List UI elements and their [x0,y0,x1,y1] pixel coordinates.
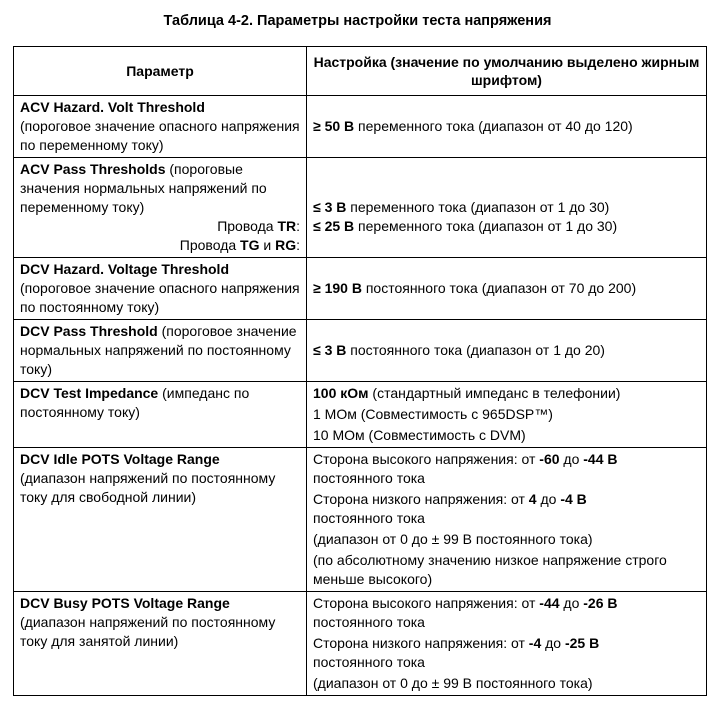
tr-label: TR [277,218,297,234]
rg-label: RG [275,237,297,253]
tgrg-value [313,217,700,236]
value-text: постоянного тока [313,510,425,526]
setting-cell [307,96,707,158]
low-side-range [313,634,700,672]
default-value: -44 [539,595,560,611]
param-cell [14,258,307,320]
setting-cell [307,382,707,448]
table-row [14,158,707,258]
impedance-option-default [313,384,700,403]
param-cell [14,320,307,382]
impedance-option: 10 МОм (Совместимость с DVM) [313,427,526,443]
table-row [14,448,707,592]
param-name: DCV Idle POTS Voltage Range [20,451,220,467]
value-text: до [559,451,584,467]
value-text: переменного тока (диапазон от 1 до 30) [346,199,610,215]
param-cell [14,382,307,448]
setting-cell [307,258,707,320]
param-name: DCV Busy POTS Voltage Range [20,595,230,611]
param-desc: (импеданс по постоянному току) [20,385,250,420]
param-cell [14,448,307,592]
table-row [14,258,707,320]
low-side-range [313,490,700,528]
param-name: ACV Hazard. Volt Threshold [20,99,205,115]
value-text: Сторона высокого напряжения: от [313,451,540,467]
colon: : [296,218,300,234]
tr-wires-label [20,217,300,236]
tg-label: TG [240,237,260,253]
value-text: Сторона низкого напряжения: от [313,635,529,651]
default-value: ≤ 3 В [313,199,347,215]
param-cell [14,96,307,158]
wires-prefix: Провода [217,218,278,234]
default-value: ≥ 190 В [313,280,362,296]
tr-value [313,198,700,217]
default-value: -60 [539,451,560,467]
value-text: до [541,635,565,651]
param-cell [14,158,307,258]
setting-cell [307,592,707,696]
param-name: ACV Pass Thresholds [20,161,166,177]
header-setting: Настройка (значение по умолчанию выделено жирным шрифтом) [307,47,707,96]
table-row [14,320,707,382]
header-param: Параметр [14,47,307,96]
value-text: постоянного тока [313,470,425,486]
param-name: DCV Test Impedance [20,385,159,401]
value-text: Сторона высокого напряжения: от [313,595,540,611]
default-value: -4 [528,635,542,651]
value-text: постоянного тока (диапазон от 70 до 200) [361,280,637,296]
default-value: 100 кОм [313,385,369,401]
high-side-range [313,450,700,488]
value-text: до [536,491,561,507]
param-name: DCV Hazard. Voltage Threshold [20,261,229,277]
value-text: переменного тока (диапазон от 40 до 120) [354,118,633,134]
param-desc: (пороговые значения нормальных напряжений по переменному току) [20,161,267,215]
param-desc: (диапазон напряжений по постоянному току для занятой линии) [20,614,276,649]
high-side-range [313,594,700,632]
value-text: Сторона низкого напряжения: от [313,491,529,507]
impedance-option: 1 МОм (Совместимость с 965DSP™) [313,406,553,422]
param-desc: (пороговое значение нормальных напряжений по постоянному току) [20,323,297,377]
param-desc: (диапазон напряжений по постоянному току для свободной линии) [20,470,276,505]
setting-cell [307,320,707,382]
allowed-range: (диапазон от 0 до ± 99 В постоянного тока) [313,531,593,547]
value-text: постоянного тока [313,654,425,670]
param-desc: (пороговое значение опасного напряжения по постоянному току) [20,280,300,315]
and-word: и [259,237,276,253]
setting-cell [307,448,707,592]
value-text: постоянного тока [313,614,425,630]
setting-cell [307,158,707,258]
value-text: до [559,595,584,611]
default-value: 4 [528,491,537,507]
tgrg-wires-label [20,236,300,255]
default-value: -26 В [583,595,618,611]
default-value: ≥ 50 В [313,118,355,134]
default-value: -4 В [560,491,587,507]
table-row [14,592,707,696]
value-text: постоянного тока (диапазон от 1 до 20) [346,342,605,358]
table-row [14,96,707,158]
colon: : [296,237,300,253]
default-value: -25 В [564,635,600,651]
range-note: (по абсолютному значению низкое напряжение строго меньше высокого) [313,552,667,587]
param-name: DCV Pass Threshold [20,323,158,339]
default-value: ≤ 3 В [313,342,347,358]
allowed-range: (диапазон от 0 до ± 99 В постоянного тока) [313,675,593,691]
table-caption: Таблица 4-2. Параметры настройки теста напряжения [163,13,552,29]
default-value: -44 В [583,451,618,467]
param-desc: (пороговое значение опасного напряжения по переменному току) [20,118,300,153]
value-text: переменного тока (диапазон от 1 до 30) [354,218,618,234]
param-cell [14,592,307,696]
value-text: (стандартный импеданс в телефонии) [368,385,621,401]
wires-prefix: Провода [179,237,241,253]
default-value: ≤ 25 В [313,218,355,234]
header-row [14,47,707,96]
parameters-table [13,46,707,696]
table-row [14,382,707,448]
